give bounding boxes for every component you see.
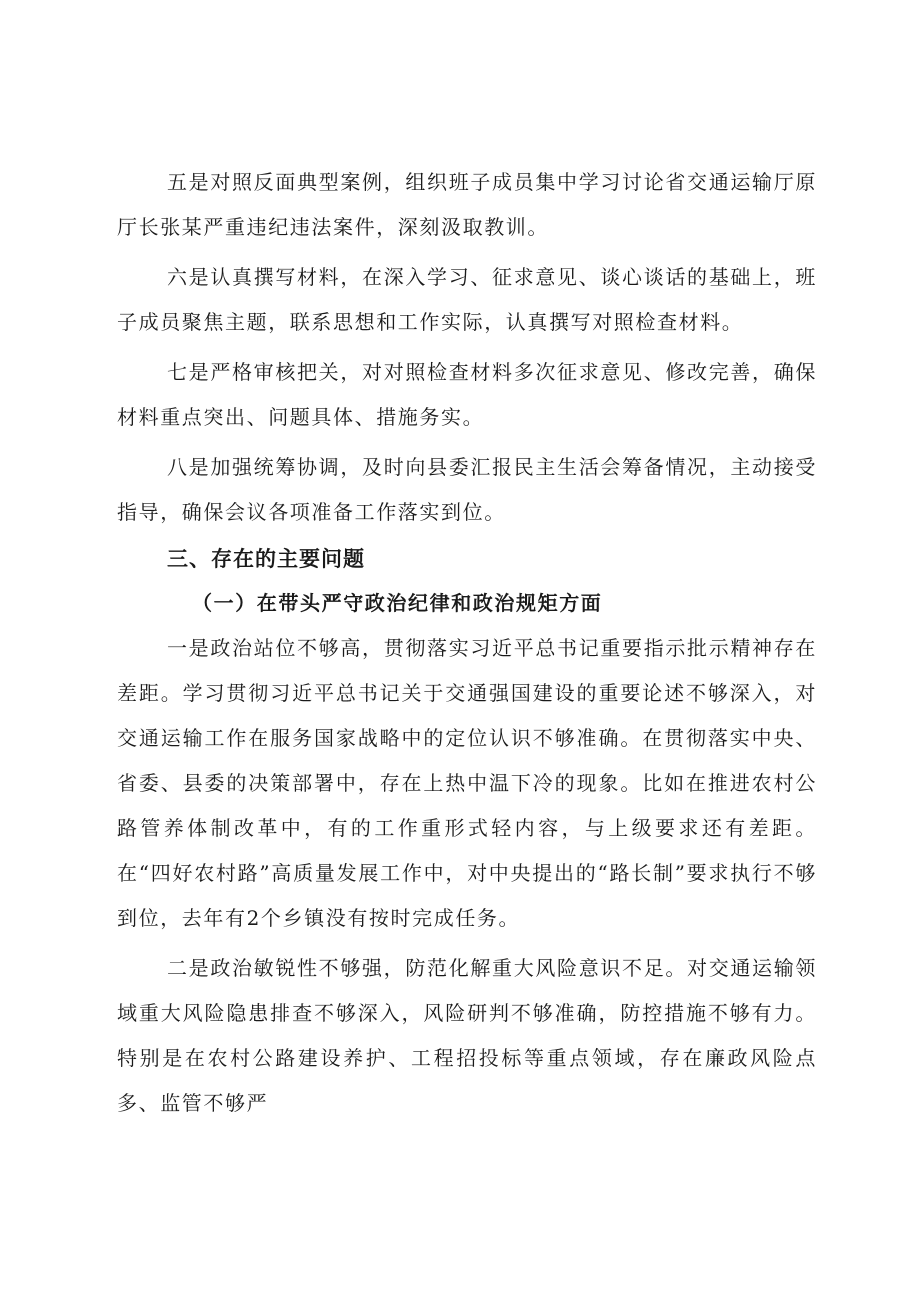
paragraph-text: 六是认真撰写材料，在深入学习、征求意见、谈心谈话的基础上，班子成员聚焦主题，联系思想和工作实际，认真撰写对照检查材料。 — [117, 265, 817, 334]
paragraph-text: 五是对照反面典型案例，组织班子成员集中学习讨论省交通运输厅原厅长张某严重违纪违法案件，深刻汲取教训。 — [117, 170, 817, 239]
document-body — [117, 160, 817, 1126]
paragraph-text: 七是严格审核把关，对对照检查材料多次征求意见、修改完善，确保材料重点突出、问题具体、措施务实。 — [117, 360, 817, 429]
paragraph-item-6 — [117, 255, 817, 345]
paragraph-text: 八是加强统筹协调，及时向县委汇报民主生活会筹备情况，主动接受指导，确保会议各项准备工作落实到位。 — [117, 455, 817, 524]
problem-paragraph-1 — [117, 626, 817, 941]
paragraph-text: 学习贯彻习近平总书记关于交通强国建设的重要论述不够深入，对交通运输工作在服务国家战略中的定位认识不够准确。在贯彻落实中央、省委、县委的决策部署中，存在上热中温下冷的现象。比如在推进农村公路管养体制改革中，有的工作重形式轻内容，与上级要求还有差距。在“四好农村路”高质量发展工作中，对中央提出的“路长制”要求执行不够到位，去年有2个乡镇没有按时完成任务。 — [117, 681, 817, 930]
section-heading: 三、存在的主要问题 — [167, 547, 365, 571]
paragraph-item-7 — [117, 350, 817, 440]
problem-paragraph-2 — [117, 946, 817, 1126]
subsection-heading: （一）在带头严守政治纪律和政治规矩方面 — [192, 591, 603, 615]
paragraph-item-8 — [117, 445, 817, 535]
paragraph-lead: 一是政治站位不够高，贯彻落实习近平总书记重要指示批示精神存在差距。 — [117, 636, 817, 705]
paragraph-text: 对交通运输领域重大风险隐患排查不够深入，风险研判不够准确，防控措施不够有力。特别是在农村公路建设养护、工程招投标等重点领域，存在廉政风险点多、监管不够严 — [117, 956, 817, 1115]
paragraph-item-5 — [117, 160, 817, 250]
paragraph-lead: 二是政治敏锐性不够强，防范化解重大风险意识不足。 — [167, 956, 688, 980]
